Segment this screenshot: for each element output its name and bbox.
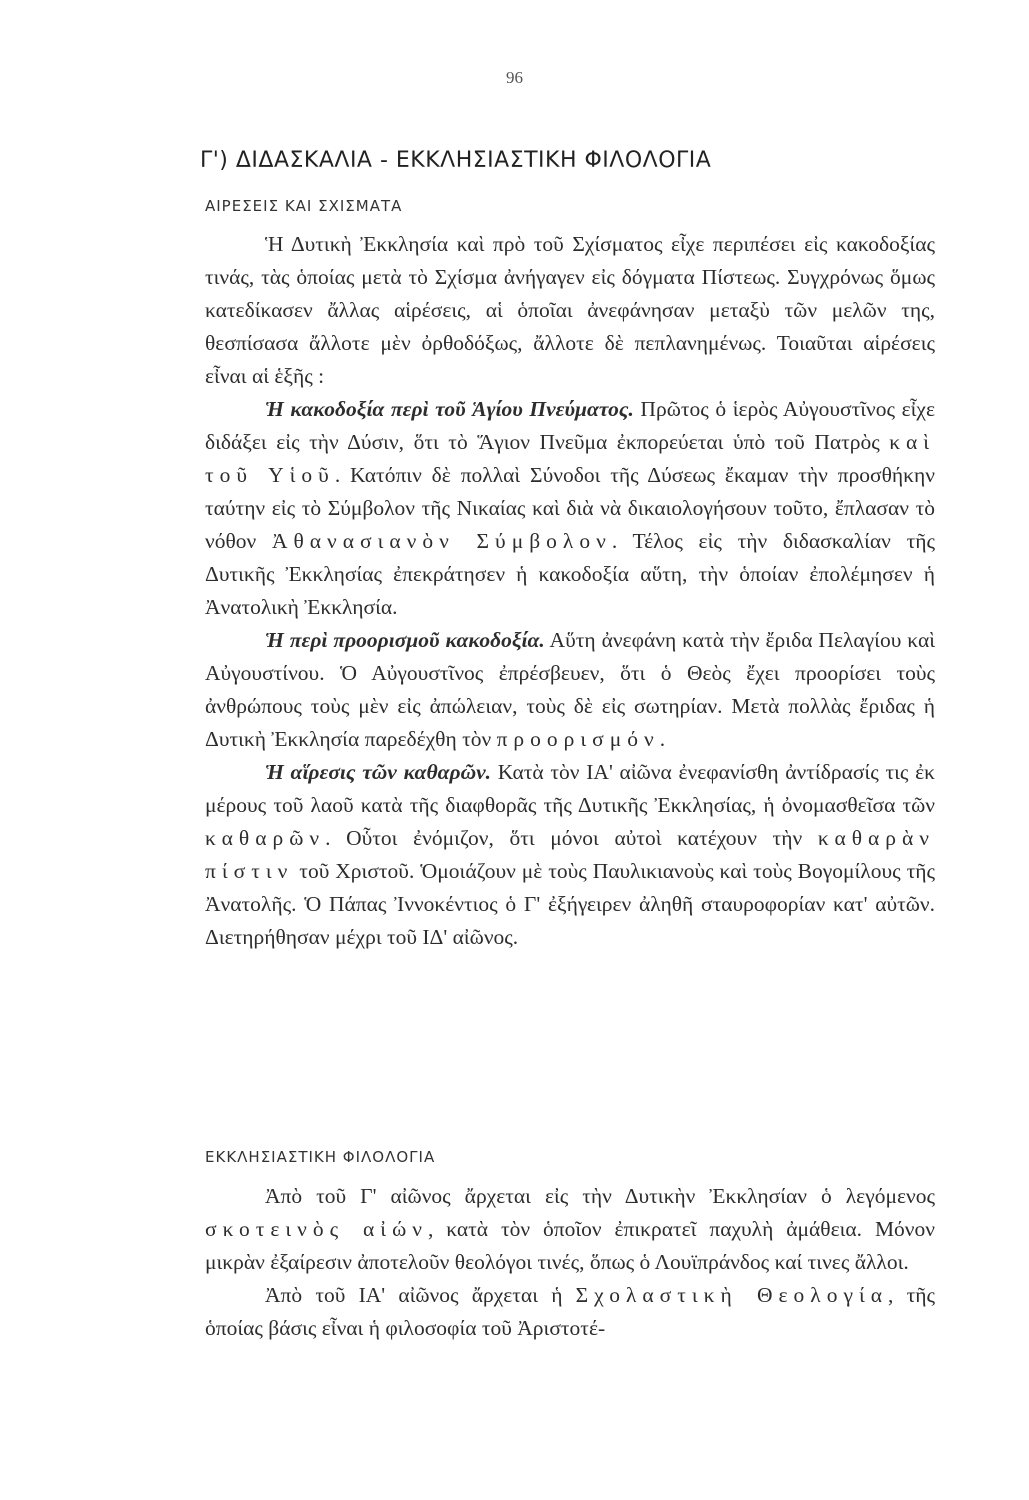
- text-run: . Τέλος εἰς τὴν διδασκαλίαν τῆς Δυτικῆς Ἐκκλησίας ἐπεκράτησεν ἡ κακοδοξία αὕτη, τὴν ὁποίαν ἐπολέμησεν ἡ Ἀνατολικὴ Ἐκκλησία.: [205, 529, 935, 619]
- text-run: Πρῶτος ὁ ἱερὸς Αὐγουστῖνος εἶχε διδάξει εἰς τὴν Δύσιν, ὅτι τὸ Ἅγιον Πνεῦμα ἐκπορεύεται ὑπὸ τοῦ Πατρὸς: [205, 397, 935, 454]
- section-heading-heresies: ΑΙΡΕΣΕΙΣ ΚΑΙ ΣΧΙΣΜΑΤΑ: [205, 197, 403, 215]
- text-run: τοῦ Χριστοῦ. Ὁμοιάζουν μὲ τοὺς Παυλικιανοὺς καὶ τοὺς Βογομίλους τῆς Ἀνατολῆς. Ὁ Πάπας Ἰννοκέντιος ὁ Γ' ἐξήγειρεν ἀληθῆ σταυροφορίαν κατ' αὐτῶν. Διετηρήθησαν μέχρι τοῦ ΙΔ' αἰῶνος.: [205, 859, 935, 949]
- paragraph-title: Ἡ κακοδοξία περὶ τοῦ Ἁγίου Πνεύματος.: [265, 397, 634, 421]
- text-run: Αὕτη ἀνεφάνη κατὰ τὴν ἔριδα Πελαγίου καὶ Αὐγουστίνου. Ὁ Αὐγουστῖνος ἐπρέσβευεν, ὅτι ὁ Θεὸς ἔχει προορίσει τοὺς ἀνθρώπους τοὺς μὲν εἰς ἀπώλειαν, τοὺς δὲ εἰς σωτηρίαν. Μετὰ πολλὰς ἔριδας ἡ Δυτικὴ Ἐκκλησία παρεδέχθη τὸν: [205, 628, 936, 751]
- chapter-title: Γ') ΔΙΔΑΣΚΑΛΙΑ - ΕΚΚΛΗΣΙΑΣΤΙΚΗ ΦΙΛΟΛΟΓΙΑ: [200, 148, 712, 173]
- paragraph-dark-age: [205, 1180, 935, 1279]
- paragraph-scholastic: [205, 1279, 935, 1345]
- paragraph-title: Ἡ περὶ προορισμοῦ κακοδοξία.: [265, 628, 545, 652]
- spaced-emphasis: Ἀθανασιανὸν Σύμβολον: [271, 529, 612, 553]
- spaced-emphasis: καθαρῶν: [205, 826, 326, 850]
- text-run: , κατὰ τὸν ὁποῖον ἐπικρατεῖ παχυλὴ ἀμάθεια. Μόνον μικρὰν ἐξαίρεσιν ἀποτελοῦν θεολόγοι τινές, ὅπως ὁ Λουϊπράνδος καί τινες ἄλλοι.: [205, 1217, 935, 1274]
- paragraph-cathars: [205, 756, 935, 954]
- spaced-emphasis: Σχολαστικὴ Θεολογία: [575, 1283, 888, 1307]
- text-run: .: [659, 727, 666, 751]
- paragraph-predestination: [205, 624, 935, 756]
- text-run: . Οὗτοι ἐνόμιζον, ὅτι μόνοι αὐτοὶ κατέχουν τὴν: [325, 826, 818, 850]
- spaced-emphasis: προορισμόν: [496, 727, 660, 751]
- literature-body: [205, 1180, 935, 1345]
- page-number: 96: [506, 68, 523, 87]
- paragraph-holy-spirit: [205, 393, 935, 624]
- text-run: , τῆς ὁποίας βάσις εἶναι ἡ φιλοσοφία τοῦ Ἀριστοτέ-: [205, 1283, 935, 1340]
- text-run: Κατὰ τὸν ΙΑ' αἰῶνα ἐνεφανίσθη ἀντίδρασίς τις ἐκ μέρους τοῦ λαοῦ κατὰ τῆς διαφθορᾶς τῆς Δυτικῆς Ἐκκλησίας, ἡ ὀνομασθεῖσα τῶν: [205, 760, 935, 817]
- text-run: . Κατόπιν δὲ πολλαὶ Σύνοδοι τῆς Δύσεως ἔκαμαν τὴν προσθήκην ταύτην εἰς τὸ Σύμβολον τῆς Νικαίας καὶ διὰ νὰ δικαιολογήσουν τοῦτο, ἔπλασαν τὸ νόθον: [205, 463, 935, 553]
- spaced-emphasis: σκοτεινὸς αἰών: [205, 1217, 428, 1241]
- heresies-body: [205, 228, 935, 954]
- text-run: Ἀπὸ τοῦ Γ' αἰῶνος ἄρχεται εἰς τὴν Δυτικὴν Ἐκκλησίαν ὁ λεγόμενος: [265, 1184, 935, 1208]
- text-run: Ἀπὸ τοῦ ΙΑ' αἰῶνος ἄρχεται ἡ: [265, 1283, 576, 1307]
- intro-paragraph: Ἡ Δυτικὴ Ἐκκλησία καὶ πρὸ τοῦ Σχίσματος εἶχε περιπέσει εἰς κακοδοξίας τινάς, τὰς ὁποίας μετὰ τὸ Σχίσμα ἀνήγαγεν εἰς δόγματα Πίστεως. Συγχρόνως ὅμως κατεδίκασεν ἄλλας αἱρέσεις, αἱ ὁποῖαι ἀνεφάνησαν μεταξὺ τῶν μελῶν της, θεσπίσασα ἄλλοτε μὲν ὀρθοδόξως, ἄλλοτε δὲ πεπλανημένως. Τοιαῦται αἱρέσεις εἶναι αἱ ἑξῆς :: [205, 232, 935, 388]
- spaced-emphasis: καὶ τοῦ Υἱοῦ: [205, 430, 935, 487]
- section-heading-literature: ΕΚΚΛΗΣΙΑΣΤΙΚΗ ΦΙΛΟΛΟΓΙΑ: [205, 1148, 436, 1166]
- paragraph-title: Ἡ αἵρεσις τῶν καθαρῶν.: [265, 760, 492, 784]
- spaced-emphasis: καθαρὰν πίστιν: [205, 826, 935, 883]
